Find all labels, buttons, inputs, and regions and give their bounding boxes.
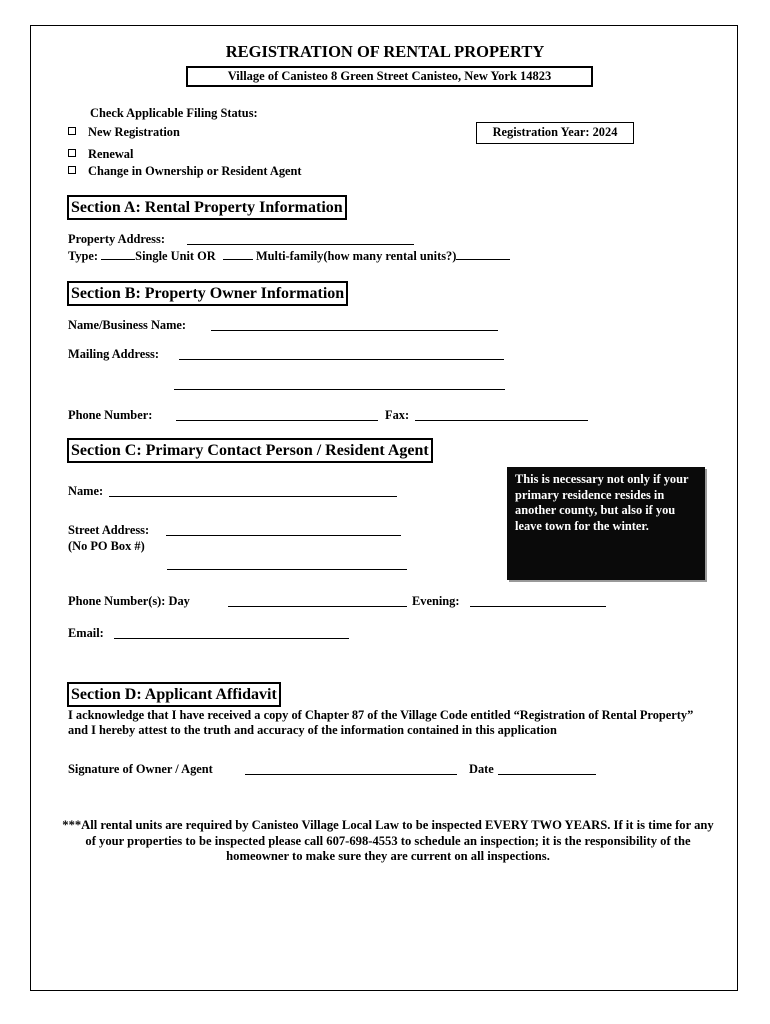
unit-count-blank[interactable] xyxy=(456,248,510,260)
street-address-label: Street Address: xyxy=(68,523,150,537)
section-b-heading: Section B: Property Owner Information xyxy=(67,281,348,306)
signature-field[interactable] xyxy=(245,774,457,775)
type-label: Type: xyxy=(68,249,99,263)
option-label: Renewal xyxy=(88,147,134,161)
single-unit-label: Single Unit OR xyxy=(135,249,216,263)
multi-family-label: Multi-family(how many rental units?) xyxy=(255,249,457,263)
type-row xyxy=(68,248,510,264)
village-address: Village of Canisteo 8 Green Street Canisteo, New York 14823 xyxy=(186,66,593,87)
property-address-field[interactable] xyxy=(187,244,414,245)
email-field[interactable] xyxy=(114,638,349,639)
single-unit-blank[interactable] xyxy=(101,248,135,260)
checkbox[interactable] xyxy=(68,127,76,135)
mailing-address-label: Mailing Address: xyxy=(68,347,159,361)
signature-label: Signature of Owner / Agent xyxy=(68,762,213,776)
fax-field[interactable] xyxy=(415,420,588,421)
section-c-heading: Section C: Primary Contact Person / Resident Agent xyxy=(67,438,433,463)
mailing-address-field[interactable] xyxy=(179,359,504,360)
street-address-field[interactable] xyxy=(166,535,401,536)
resident-agent-note: This is necessary not only if your primary residence resides in another county, but also if you leave town for the winter. xyxy=(507,467,705,580)
evening-label: Evening: xyxy=(412,594,460,608)
option-renewal[interactable] xyxy=(68,147,133,162)
date-field[interactable] xyxy=(498,774,596,775)
owner-name-field[interactable] xyxy=(211,330,498,331)
property-address-label: Property Address: xyxy=(68,232,165,246)
contact-name-label: Name: xyxy=(68,484,104,498)
option-change-ownership[interactable] xyxy=(68,164,302,179)
fax-label: Fax: xyxy=(385,408,410,422)
owner-phone-field[interactable] xyxy=(176,420,378,421)
multi-family-blank[interactable] xyxy=(223,248,253,260)
contact-name-field[interactable] xyxy=(109,496,397,497)
option-label: Change in Ownership or Resident Agent xyxy=(88,164,302,178)
owner-name-label: Name/Business Name: xyxy=(68,318,187,332)
section-a-heading: Section A: Rental Property Information xyxy=(67,195,347,220)
mailing-address-field-line2[interactable] xyxy=(174,389,505,390)
checkbox[interactable] xyxy=(68,166,76,174)
registration-year: Registration Year: 2024 xyxy=(476,122,634,144)
evening-phone-field[interactable] xyxy=(470,606,606,607)
section-d-heading: Section D: Applicant Affidavit xyxy=(67,682,281,707)
date-label: Date xyxy=(469,762,494,776)
option-new-registration[interactable] xyxy=(68,125,180,140)
street-address-field-line2[interactable] xyxy=(167,569,407,570)
form-title: REGISTRATION OF RENTAL PROPERTY xyxy=(225,42,545,61)
option-label: New Registration xyxy=(88,125,180,139)
email-label: Email: xyxy=(68,626,104,640)
filing-status-heading: Check Applicable Filing Status: xyxy=(90,106,258,120)
checkbox[interactable] xyxy=(68,149,76,157)
inspection-notice: ***All rental units are required by Canisteo Village Local Law to be inspected EVERY TWO YEARS. If it is time for any of your properties to be inspected please call 607-698-4553 to schedule an inspection; it is the responsibility of the homeowner to make sure they are current on all inspections. xyxy=(62,818,714,863)
po-box-note: (No PO Box #) xyxy=(68,539,145,553)
affidavit-text: I acknowledge that I have received a copy of Chapter 87 of the Village Code entitled “Registration of Rental Property” and I hereby attest to the truth and accuracy of the information contained in this application xyxy=(68,708,694,737)
owner-phone-label: Phone Number: xyxy=(68,408,153,422)
contact-phone-label: Phone Number(s): Day xyxy=(68,594,190,608)
day-phone-field[interactable] xyxy=(228,606,407,607)
